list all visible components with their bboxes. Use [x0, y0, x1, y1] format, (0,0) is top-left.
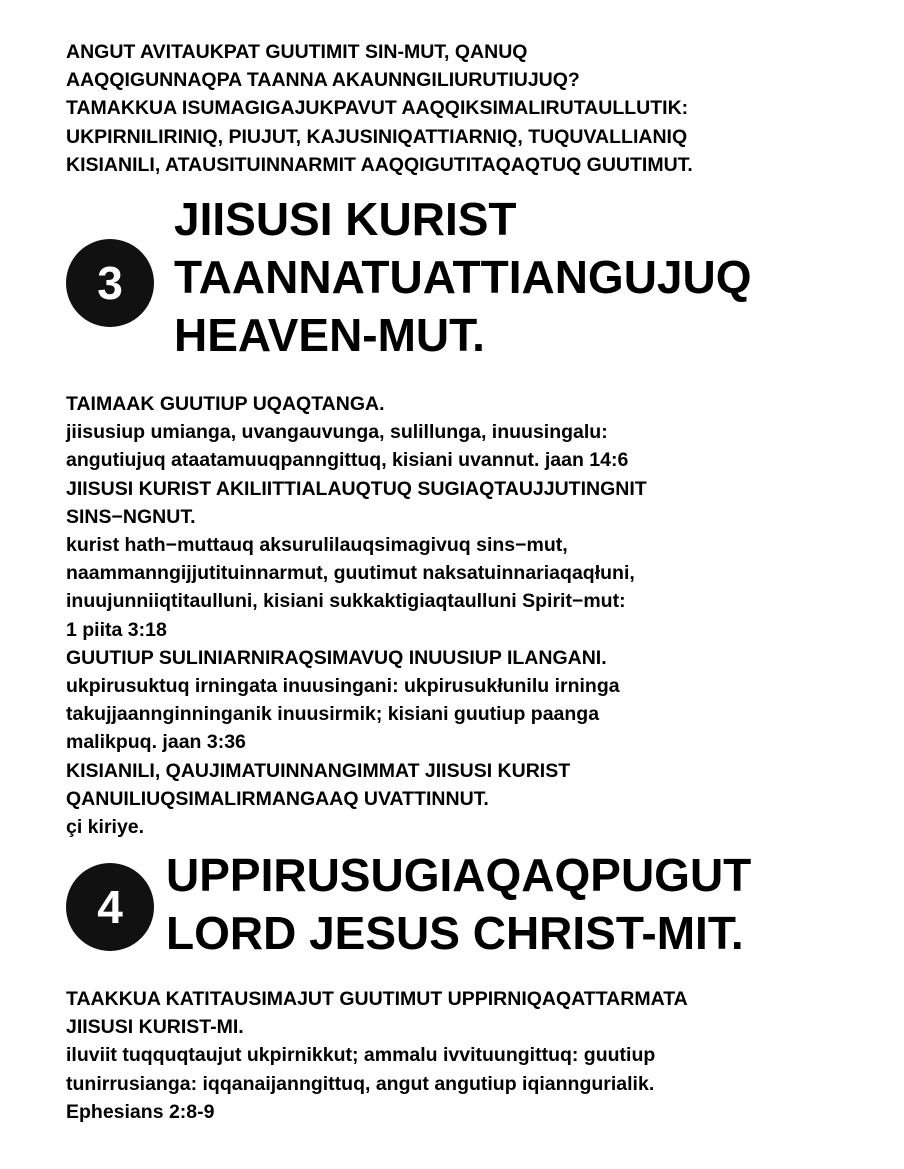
section-3-body-line: KISIANILI, QAUJIMATUINNANGIMMAT JIISUSI KURIST	[66, 759, 571, 782]
section-3-body-line: çi kiriye.	[66, 816, 145, 839]
section-3-body-line: inuujunniiqtitaulluni, kisiani sukkaktigiaqtaulluni Spirit−mut:	[66, 590, 626, 613]
section-3-body-line: GUUTIUP SULINIARNIRAQSIMAVUQ INUUSIUP ILANGANI.	[66, 646, 607, 669]
section-3-heading-line: HEAVEN-MUT.	[174, 309, 485, 361]
section-3-body-line: SINS−NGNUT.	[66, 505, 196, 528]
section-4-heading	[166, 846, 751, 962]
section-3-body-line: JIISUSI KURIST AKILIITTIALAUQTUQ SUGIAQTAUJJUTINGNIT	[66, 477, 647, 500]
section-4-heading-line: UPPIRUSUGIAQAQPUGUT	[166, 849, 752, 901]
section-3-body-line: naammanngijjutituinnarmut, guutimut naksatuinnariaqaqłuni,	[66, 562, 635, 585]
section-4-body-line: iluviit tuqquqtaujut ukpirnikkut; ammalu ivvituungittuq: guutiup	[66, 1044, 656, 1067]
intro-line: UKPIRNILIRINIQ, PIUJUT, KAJUSINIQATTIARNIQ, TUQUVALLIANIQ	[66, 125, 688, 148]
section-3-body-line: 1 piita 3:18	[66, 618, 167, 641]
section-3-number-badge: 3	[66, 239, 154, 327]
section-3-body-line: TAIMAAK GUUTIUP UQAQTANGA.	[66, 393, 385, 415]
section-3-body-line: kurist hath−muttauq aksurulilauqsimagivuq sins−mut,	[66, 534, 568, 557]
intro-line: ANGUT AVITAUKPAT GUUTIMIT SIN-MUT, QANUQ	[66, 41, 528, 63]
section-3-body-line: QANUILIUQSIMALIRMANGAAQ UVATTINNUT.	[66, 787, 489, 810]
intro-paragraph	[66, 38, 876, 179]
section-3-body-line: angutiujuq ataatamuuqpanngittuq, kisiani uvannut. jaan 14:6	[66, 449, 629, 472]
section-4-number-badge: 4	[66, 863, 154, 951]
intro-line: TAMAKKUA ISUMAGIGAJUKPAVUT AAQQIKSIMALIRUTAULLUTIK:	[66, 97, 689, 120]
section-4-body-line: Ephesians 2:8-9	[66, 1100, 215, 1123]
section-4-heading-line: LORD JESUS CHRIST-MIT.	[166, 907, 744, 959]
section-3-heading	[174, 190, 752, 364]
section-4-body-line: tunirrusianga: iqqanaijanngittuq, angut angutiup iqianngurialik.	[66, 1072, 655, 1095]
section-4-body-line: JIISUSI KURIST-MI.	[66, 1016, 244, 1039]
section-3-heading-line: JIISUSI KURIST	[174, 193, 517, 245]
section-3-heading-line: TAANNATUATTIANGUJUQ	[174, 251, 752, 303]
section-3-body-line: ukpirusuktuq irningata inuusingani: ukpirusukłunilu irninga	[66, 675, 620, 698]
intro-line: AAQQIGUNNAQPA TAANNA AKAUNNGILIURUTIUJUQ?	[66, 69, 580, 92]
intro-line: KISIANILI, ATAUSITUINNARMIT AAQQIGUTITAQAQTUQ GUUTIMUT.	[66, 153, 693, 176]
section-3-body-line: jiisusiup umianga, uvangauvunga, sulillunga, inuusingalu:	[66, 421, 608, 444]
section-3-body	[66, 390, 876, 841]
section-3-body-line: malikpuq. jaan 3:36	[66, 731, 246, 754]
section-4-body	[66, 985, 876, 1126]
section-3-body-line: takujjaannginninganik inuusirmik; kisiani guutiup paanga	[66, 703, 600, 726]
section-4-body-line: TAAKKUA KATITAUSIMAJUT GUUTIMUT UPPIRNIQAQATTARMATA	[66, 988, 688, 1010]
